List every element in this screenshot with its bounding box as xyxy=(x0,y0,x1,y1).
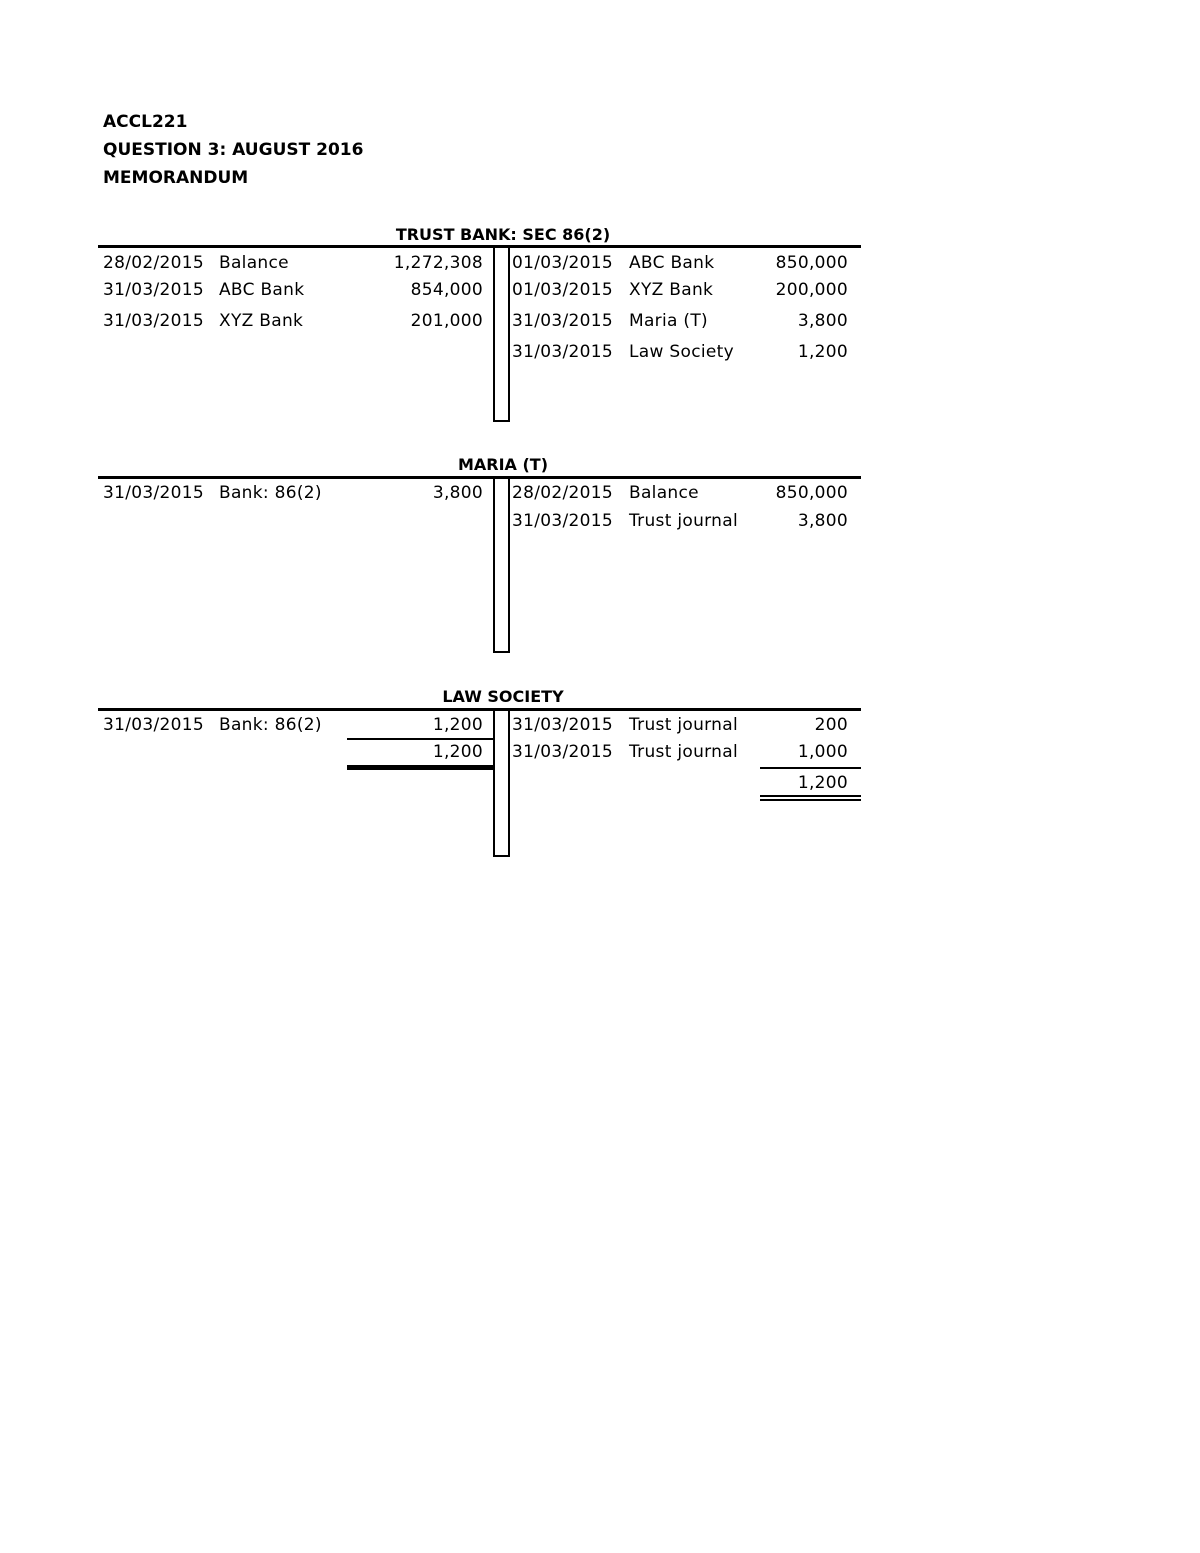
debit-date: 31/03/2015 xyxy=(103,483,204,503)
account-top-rule xyxy=(98,708,861,711)
credit-date: 31/03/2015 xyxy=(512,511,613,531)
debit-amount: 1,200 xyxy=(432,715,483,735)
debit-date: 31/03/2015 xyxy=(103,280,204,300)
credit-date: 01/03/2015 xyxy=(512,280,613,300)
account-divider xyxy=(493,711,510,857)
credit-desc: Balance xyxy=(629,483,699,503)
subtotal-rule xyxy=(760,767,861,769)
debit-date: 28/02/2015 xyxy=(103,253,204,273)
debit-desc: Bank: 86(2) xyxy=(219,715,322,735)
total-rule xyxy=(347,765,493,770)
credit-amount: 850,000 xyxy=(775,253,848,273)
double-underline-bottom xyxy=(760,799,861,801)
credit-desc: Trust journal xyxy=(629,511,738,531)
credit-amount: 200,000 xyxy=(775,280,848,300)
credit-desc: XYZ Bank xyxy=(629,280,714,300)
credit-amount: 200 xyxy=(814,715,848,735)
account-divider xyxy=(493,248,510,422)
account-title: TRUST BANK: SEC 86(2) xyxy=(395,225,611,244)
debit-amount: 3,800 xyxy=(432,483,483,503)
credit-total: 1,200 xyxy=(797,773,848,793)
account-top-rule xyxy=(98,245,861,248)
double-underline-top xyxy=(760,795,861,797)
account-title: LAW SOCIETY xyxy=(442,687,564,706)
credit-desc: ABC Bank xyxy=(629,253,715,273)
debit-total: 1,200 xyxy=(432,742,483,762)
credit-date: 31/03/2015 xyxy=(512,742,613,762)
credit-date: 31/03/2015 xyxy=(512,311,613,331)
account-title: MARIA (T) xyxy=(457,455,549,474)
debit-desc: ABC Bank xyxy=(219,280,305,300)
credit-amount: 1,000 xyxy=(797,742,848,762)
account-divider xyxy=(493,479,510,653)
credit-amount: 3,800 xyxy=(797,311,848,331)
credit-date: 31/03/2015 xyxy=(512,715,613,735)
memorandum-label: MEMORANDUM xyxy=(103,168,249,188)
debit-desc: Balance xyxy=(219,253,289,273)
debit-amount: 1,272,308 xyxy=(393,253,483,273)
account-top-rule xyxy=(98,476,861,479)
debit-desc: XYZ Bank xyxy=(219,311,304,331)
debit-date: 31/03/2015 xyxy=(103,715,204,735)
debit-amount: 201,000 xyxy=(410,311,483,331)
credit-amount: 1,200 xyxy=(797,342,848,362)
credit-desc: Trust journal xyxy=(629,742,738,762)
credit-desc: Maria (T) xyxy=(629,311,708,331)
credit-amount: 850,000 xyxy=(775,483,848,503)
credit-date: 31/03/2015 xyxy=(512,342,613,362)
debit-date: 31/03/2015 xyxy=(103,311,204,331)
credit-desc: Law Society xyxy=(629,342,734,362)
credit-date: 28/02/2015 xyxy=(512,483,613,503)
subtotal-rule xyxy=(347,738,493,740)
debit-amount: 854,000 xyxy=(410,280,483,300)
course-code: ACCL221 xyxy=(103,112,188,132)
debit-desc: Bank: 86(2) xyxy=(219,483,322,503)
credit-desc: Trust journal xyxy=(629,715,738,735)
credit-date: 01/03/2015 xyxy=(512,253,613,273)
credit-amount: 3,800 xyxy=(797,511,848,531)
question-title: QUESTION 3: AUGUST 2016 xyxy=(103,140,364,160)
